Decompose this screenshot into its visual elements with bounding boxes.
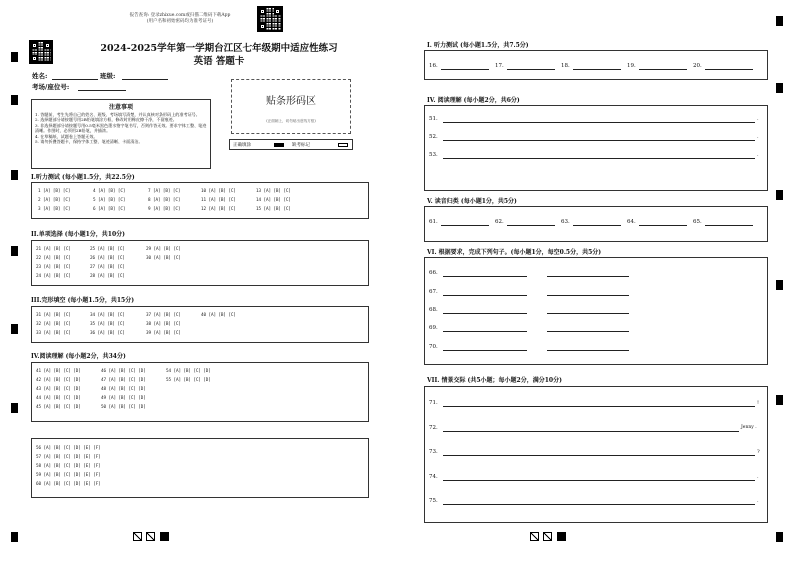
answer-line[interactable] [547,295,629,296]
seat-field[interactable] [78,90,126,91]
answer-line[interactable] [443,140,755,141]
answer-line[interactable] [547,276,629,277]
page-marker-icon [530,532,539,541]
section-title: II.单项选择 (每小题1分，共10分) [31,231,125,238]
report-query-notice: 报告查询: 登录zhixue.com或扫描二维码下载App (用户名和初始密码均为准考证号) [129,13,231,24]
page-marker-icon [543,532,552,541]
section-title: VII. 情景交际 (共5小题；每小题2分，满分10分) [427,377,562,384]
answer-line[interactable] [443,406,755,407]
answer-line[interactable] [443,431,739,432]
note-item: 2. 选择题部分请按题号用2B铅笔填涂方框，修改时用橡皮擦干净，不留痕迹。 [35,117,177,123]
answer-line[interactable] [573,69,621,70]
answer-line[interactable] [507,69,555,70]
reading-seven-choice-box: 56 [A] [B] [C] [D] [E] [F] 57 [A] [B] [C] [D] [E] [F] 58 [A] [B] [C] [D] [E] [F] 59 [A] [B] [C] [D] [E] [F] 60 [A] [B] [C] [D] [E] [F] [31,438,369,498]
answer-line[interactable] [547,331,629,332]
registration-mark [11,532,18,542]
answer-line[interactable] [441,225,489,226]
app-qr-code [257,6,283,32]
section-title: IV. 阅读理解 (每小题2分，共6分) [427,97,520,104]
registration-mark [11,170,18,180]
registration-mark [11,95,18,105]
answer-line[interactable] [443,295,527,296]
registration-mark [776,532,783,542]
cloze-box: 31 [A] [B] [C] 32 [A] [B] [C] 33 [A] [B] [C] 34 [A] [B] [C] 35 [A] [B] [C] 36 [A] [B] [C] 37 [A] [B] [C] 38 [A] [B] [C] 39 [A] [B] [C] 40 [A] [B] [C] [31,306,369,343]
barcode-label: 贴条形码区 [266,96,316,107]
pronunciation-box: 61. 62. 63. 64. 65. [424,206,768,242]
listening-choice-box: 1 [A] [B] [C] 2 [A] [B] [C] 3 [A] [B] [C] 4 [A] [B] [C] 5 [A] [B] [C] 6 [A] [B] [C] 7 [A] [B] [C] 8 [A] [B] [C] 9 [A] [B] [C] 10 [A] [B] [C] 11 [A] [B] [C] 12 [A] [B] [C] 13 [A] [B] [C] 14 [A] [B] [C] 15 [A] [B] [C] [31,182,369,219]
page-marker-icon [557,532,566,541]
section-title: I. 听力测试 (每小题1.5分，共7.5分) [427,42,529,49]
notes-title: 注意事项 [108,104,133,111]
registration-mark [776,83,783,93]
section-title: VI. 根据要求，完成下列句子。(每小题1分，每空0.5分，共5分) [427,249,602,256]
registration-mark [11,324,18,334]
registration-mark [11,246,18,256]
page-title: 2024-2025学年第一学期台江区七年级期中适应性练习 [100,43,338,54]
fill-example-bar: 正确填涂 缺考标记 [229,139,353,150]
note-item: 4. 在草稿纸、试题卷上答题无效。 [35,133,98,139]
seat-label: 考场/座位号: [32,83,70,91]
absent-mark-box[interactable] [338,143,348,147]
answer-line[interactable] [705,69,753,70]
registration-mark [776,190,783,200]
notes-box [31,99,211,169]
reading-choice-box: 41 [A] [B] [C] [D] 42 [A] [B] [C] [D] 43 [A] [B] [C] [D] 44 [A] [B] [C] [D] 45 [A] [B] [C] [D] 46 [A] [B] [C] [D] 47 [A] [B] [C] [D] 48 [A] [B] [C] [D] 49 [A] [B] [C] [D] 50 [A] [B] [C] [D] 54 [A] [B] [C] [D] 55 [A] [B] [C] [D] [31,362,369,422]
class-label: 班级: [100,72,116,80]
class-field[interactable] [122,79,168,80]
listening-fill-box: 16. 17. 18. 19. 20. [424,50,768,80]
section-title: I.听力测试 (每小题1.5分，共22.5分) [31,174,135,181]
registration-mark [11,403,18,413]
single-choice-box: 21 [A] [B] [C] 22 [A] [B] [C] 23 [A] [B] [C] 24 [A] [B] [C] 25 [A] [B] [C] 26 [A] [B] [C] 27 [A] [B] [C] 28 [A] [B] [C] 29 [A] [B] [C] 30 [A] [B] [C] [31,240,369,286]
page-marker-icon [133,532,142,541]
answer-line[interactable] [441,69,489,70]
section-title: III.完形填空 (每小题1.5分，共15分) [31,297,135,304]
name-field[interactable] [52,79,98,80]
answer-line[interactable] [547,313,629,314]
registration-mark [776,280,783,290]
note-item: 1. 答题前，考生先将自己的姓名、班级、考场填写清楚，并认真核对条形码上的准考证号。 [35,112,200,117]
answer-line[interactable] [443,350,527,351]
answer-line[interactable] [443,504,755,505]
answer-line[interactable] [547,350,629,351]
answer-line[interactable] [443,158,755,159]
page-marker-icon [146,532,155,541]
answer-line[interactable] [443,313,527,314]
filled-box-icon [274,143,284,147]
answer-line[interactable] [443,455,755,456]
registration-mark [11,52,18,62]
answer-line[interactable] [443,480,755,481]
note-item: 5. 请勿折叠答题卡，保持字体工整、笔迹清晰、卡面清洁。 [35,139,143,145]
section-title: V. 读音归类 (每小题1分，共5分) [427,198,517,205]
page-marker-icon [160,532,169,541]
answer-line[interactable] [639,225,687,226]
dialogue-box: 71. ! 72. Jenny . 73. ? 74. . 75. . [424,386,768,523]
answer-line[interactable] [705,225,753,226]
student-qr-code [29,40,53,64]
answer-line[interactable] [639,69,687,70]
answer-line[interactable] [443,331,527,332]
name-label: 姓名: [32,72,48,80]
section-title: IV.阅读理解 (每小题2分，共34分) [31,353,126,360]
answer-line[interactable] [443,276,527,277]
reading-fill-box: 51. . 52. . 53. . [424,105,768,191]
barcode-area [231,79,351,134]
page-subtitle: 英语 答题卡 [193,56,245,67]
answer-line[interactable] [443,122,755,123]
answer-line[interactable] [573,225,621,226]
sentence-completion-box: 66. 67. 68. 69. 70. [424,257,768,365]
answer-line[interactable] [507,225,555,226]
barcode-hint: (正面朝上，切勿贴出虚线方框) [266,119,316,123]
note-item: 3. 非选择题部分请按题号用0.5毫米黑色墨水签字笔书写，否则作答无效。要求字体工整、笔迹清晰。作图时，必须用2B铅笔，并描浓。 [35,122,207,134]
registration-mark [776,16,783,26]
registration-mark [776,395,783,405]
